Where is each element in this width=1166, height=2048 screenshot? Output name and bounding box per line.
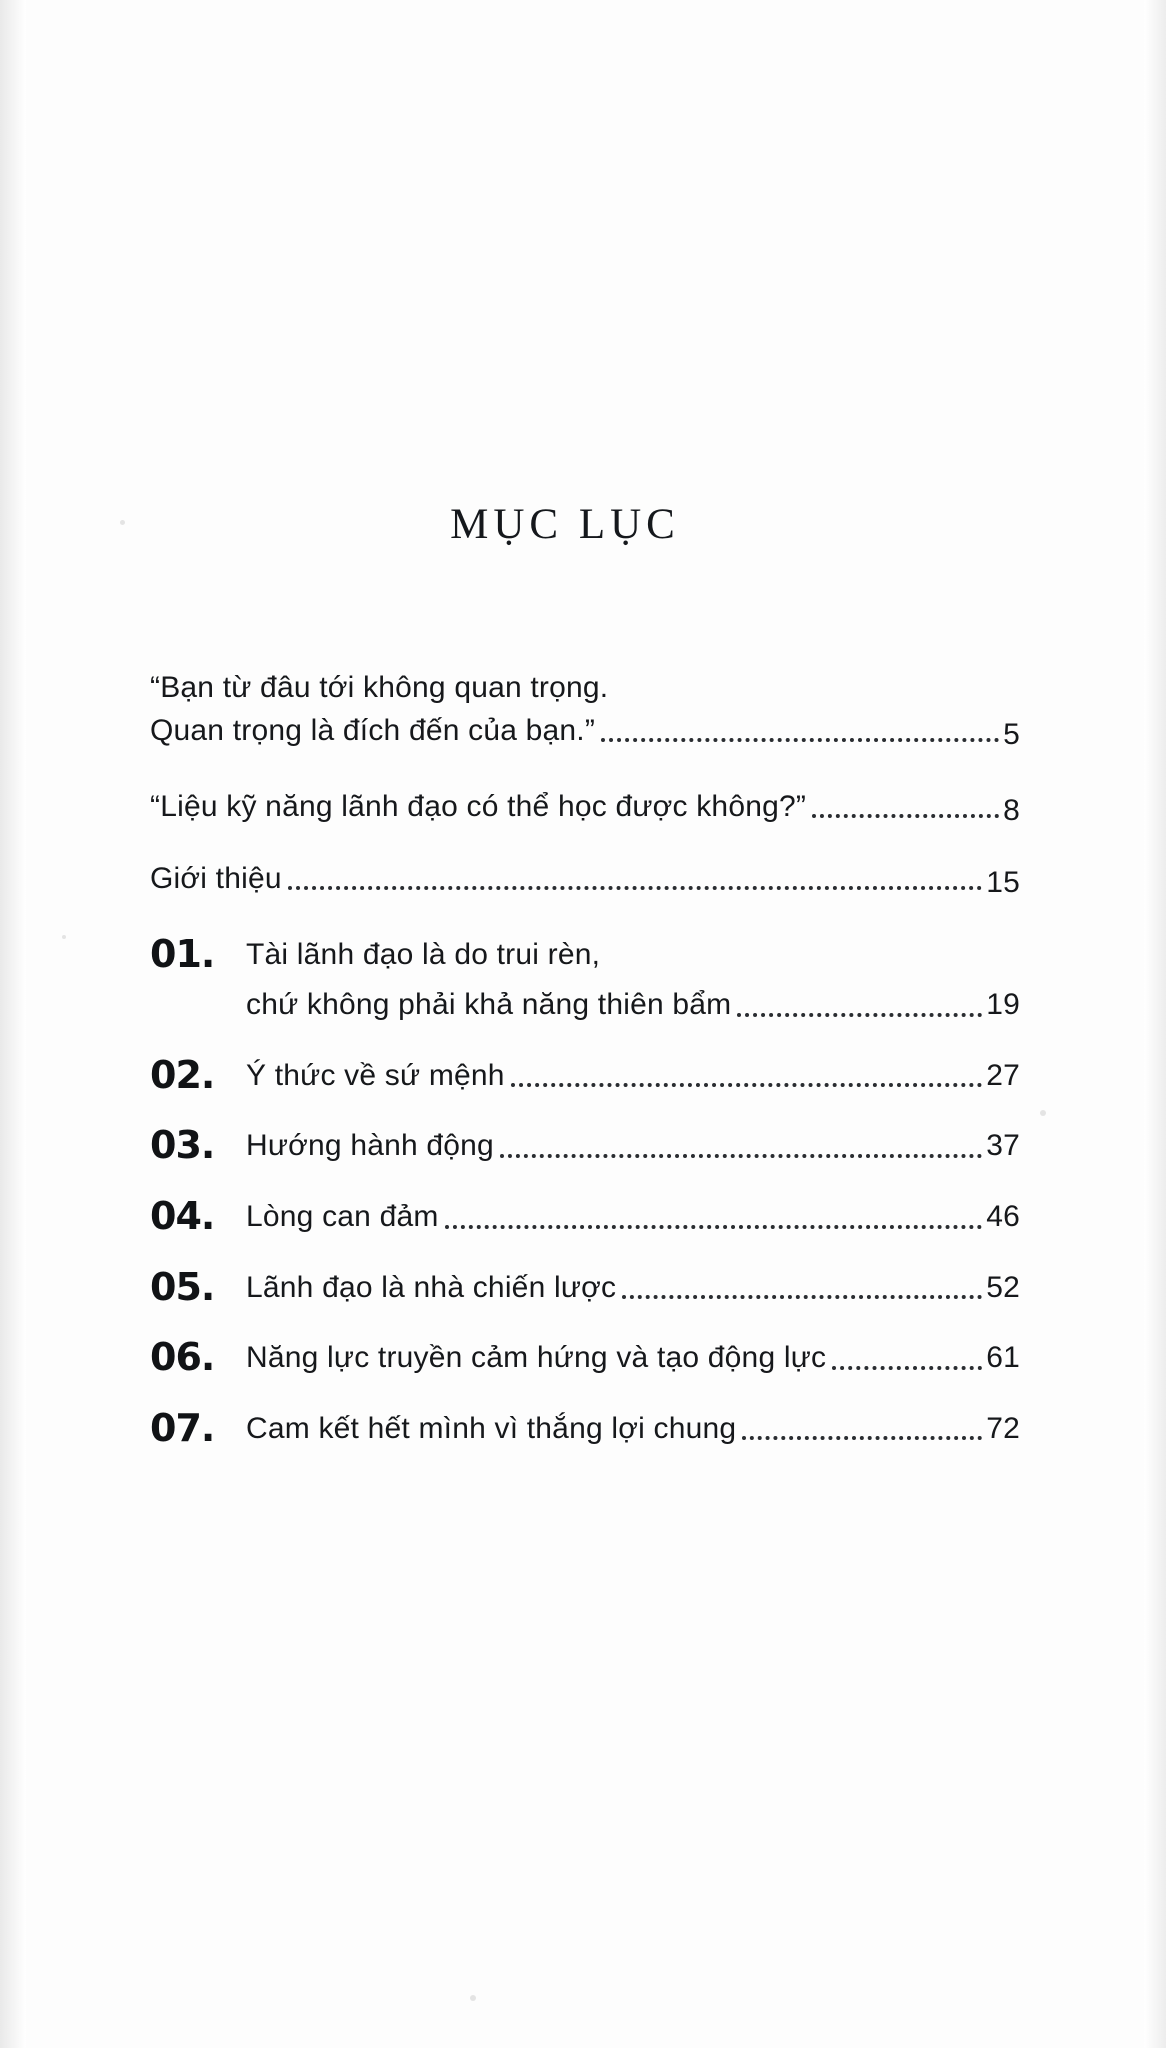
entry-label: Giới thiệu	[150, 861, 282, 895]
dot-leader	[622, 1294, 982, 1299]
scan-speck	[62, 935, 66, 939]
table-of-contents	[150, 500, 1020, 1478]
toc-chapter-02[interactable]	[150, 1052, 1020, 1098]
chapter-number: 03.	[150, 1123, 215, 1168]
page-number: 8	[1003, 793, 1020, 827]
scan-speck	[470, 1995, 476, 2001]
toc-entry-introduction[interactable]	[150, 858, 1020, 900]
dot-leader	[742, 1435, 982, 1440]
dot-leader	[445, 1224, 983, 1229]
chapter-number: 01.	[150, 931, 215, 976]
page-number: 19	[986, 988, 1020, 1022]
dot-leader	[601, 737, 999, 742]
scan-speck	[120, 520, 125, 525]
chapter-number: 04.	[150, 1193, 215, 1238]
page-number: 5	[1003, 717, 1020, 751]
chapter-number: 06.	[150, 1335, 215, 1380]
dot-leader	[288, 885, 982, 890]
dot-leader	[737, 1012, 982, 1017]
dot-leader	[500, 1153, 982, 1158]
chapter-title: Lòng can đảm	[246, 1199, 439, 1233]
toc-chapter-01[interactable]	[150, 931, 1020, 1027]
chapter-title-line-1: Tài lãnh đạo là do trui rèn,	[246, 937, 601, 971]
chapter-title: Ý thức về sứ mệnh	[246, 1058, 505, 1092]
page-number: 27	[986, 1058, 1020, 1092]
chapter-number: 07.	[150, 1405, 215, 1450]
page-number: 72	[986, 1411, 1020, 1445]
page-number: 46	[986, 1199, 1020, 1233]
page-number: 61	[986, 1341, 1020, 1375]
toc-chapter-06[interactable]	[150, 1337, 1020, 1380]
dot-leader	[812, 813, 999, 818]
page-title: MỤC LỤC	[450, 501, 680, 548]
chapter-title: Cam kết hết mình vì thắng lợi chung	[246, 1411, 737, 1445]
page-number: 15	[986, 865, 1020, 899]
toc-chapter-07[interactable]	[150, 1405, 1020, 1451]
scan-speck	[1040, 1110, 1046, 1116]
toc-quote-entry-1[interactable]	[150, 667, 1020, 752]
dot-leader	[511, 1082, 983, 1087]
dot-leader	[832, 1365, 982, 1370]
quote-line-1: “Liệu kỹ năng lãnh đạo có thể học được không?”	[150, 789, 807, 823]
chapter-title: Hướng hành động	[246, 1129, 494, 1163]
toc-chapter-03[interactable]	[150, 1125, 1020, 1168]
chapter-number: 05.	[150, 1264, 215, 1309]
quote-line-1: “Bạn từ đâu tới không quan trọng.	[150, 671, 609, 704]
chapter-title-line-2: chứ không phải khả năng thiên bẩm	[246, 988, 732, 1022]
chapter-number: 02.	[150, 1052, 215, 1097]
toc-quote-entry-2[interactable]	[150, 786, 1020, 828]
page-number: 52	[986, 1270, 1020, 1304]
quote-line-2: Quan trọng là đích đến của bạn.”	[150, 713, 596, 747]
chapter-title: Lãnh đạo là nhà chiến lược	[246, 1270, 617, 1304]
page-number: 37	[986, 1129, 1020, 1163]
toc-chapter-04[interactable]	[150, 1193, 1020, 1239]
toc-chapter-05[interactable]	[150, 1264, 1020, 1310]
chapter-title: Năng lực truyền cảm hứng và tạo động lực	[246, 1341, 827, 1375]
